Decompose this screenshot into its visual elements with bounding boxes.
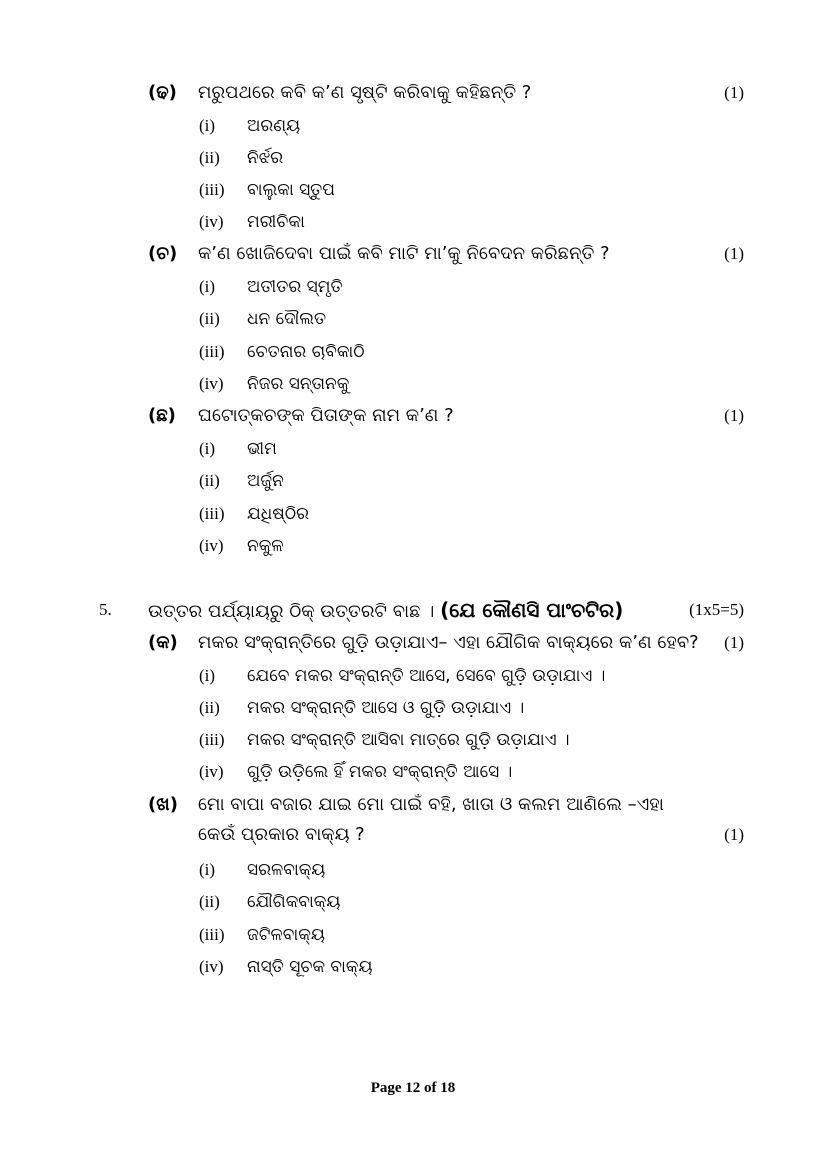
- question-text: ମକର ସଂକ୍ରାନ୍ତିରେ ଗୁଡ଼ି ଉଡ଼ାଯାଏ– ଏହା ଯୌଗିକ ବାକ୍ୟରେ କ’ଣ ହେବ?: [198, 632, 699, 653]
- option-text: ଜଟିଳବାକ୍ୟ: [247, 925, 325, 945]
- question-cha: [148, 401, 744, 431]
- option: [199, 757, 512, 787]
- question-marks: (1): [724, 633, 744, 652]
- section-instruction: [148, 595, 744, 627]
- option: [199, 304, 326, 334]
- option-text: ନକୁଳ: [247, 536, 284, 556]
- option: [199, 693, 524, 723]
- option-number: (ii): [199, 148, 220, 167]
- option-text: ଯେବେ ମକର ସଂକ୍ରାନ୍ତି ଆସେ, ସେବେ ଗୁଡ଼ି ଉଡ଼ାଯାଏ ।: [247, 666, 606, 686]
- option-number: (i): [199, 277, 216, 296]
- option-number: (iv): [199, 536, 224, 555]
- question-text: ମୋ ବାପା ବଜାର ଯାଇ ମୋ ପାଇଁ ବହି, ଖାତା ଓ କଲମ ଆଣିଲେ –ଏହା: [198, 794, 664, 815]
- instruction-text: ଉତ୍ତର ପର୍ଯ୍ୟାୟରୁ ଠିକ୍ ଉତ୍ତରଟି ବାଛ ।: [148, 601, 435, 622]
- option: [199, 175, 335, 205]
- section-marks: (1x5=5): [689, 600, 744, 619]
- page-footer: Page 12 of 18: [370, 1080, 456, 1096]
- question-ca: [148, 239, 744, 269]
- option: [199, 369, 349, 399]
- question-text: ମରୁପଥରେ କବି କ’ଣ ସୃଷ୍ଟି କରିବାକୁ କହିଛନ୍ତି ?: [198, 82, 532, 103]
- question-label: (ଢ): [148, 82, 177, 103]
- option-text: ମକର ସଂକ୍ରାନ୍ତି ଆସିବା ମାତ୍ରେ ଗୁଡ଼ି ଉଡ଼ାଯାଏ ।: [247, 730, 570, 750]
- option-text: ନାସ୍ତି ସୂଚକ ବାକ୍ୟ: [247, 957, 373, 977]
- option-number: (ii): [199, 892, 220, 911]
- option-text: ଚେତନାର ଚାବିକାଠି: [247, 342, 365, 362]
- option-text: ସରଳବାକ୍ୟ: [247, 860, 326, 880]
- option: [199, 499, 309, 529]
- option: [199, 272, 343, 302]
- option-number: (ii): [199, 471, 220, 490]
- option-text: ଭୀମ: [247, 439, 277, 459]
- question-text: କ’ଣ ଖୋଜିଦେବା ପାଇଁ କବି ମାଟି ମା’କୁ ନିବେଦନ କରିଛନ୍ତି ?: [198, 243, 610, 264]
- option-number: (ii): [199, 698, 220, 717]
- option: [199, 920, 325, 950]
- option-text: ମରୀଚିକା: [247, 212, 305, 232]
- option: [199, 952, 372, 982]
- option: [199, 466, 284, 496]
- option-number: (iv): [199, 957, 224, 976]
- option-number: (iii): [199, 342, 225, 361]
- option: [199, 143, 283, 173]
- option: [199, 855, 325, 885]
- question-label: (ଖ): [148, 794, 178, 815]
- question-gha: [148, 78, 744, 108]
- option: [199, 207, 305, 237]
- section-number: 5.: [99, 600, 112, 619]
- option-number: (iii): [199, 180, 225, 199]
- option-text: ମକର ସଂକ୍ରାନ୍ତି ଆସେ ଓ ଗୁଡ଼ି ଉଡ଼ାଯାଏ ।: [247, 698, 525, 718]
- option-number: (iii): [199, 730, 225, 749]
- question-marks: (1): [724, 244, 744, 263]
- option-number: (i): [199, 666, 216, 685]
- option-text: ଗୁଡ଼ି ଉଡ଼ିଲେ ହିଁ ମକର ସଂକ୍ରାନ୍ତି ଆସେ ।: [247, 762, 513, 782]
- option-number: (i): [199, 116, 216, 135]
- option-number: (i): [199, 439, 216, 458]
- option-text: ବାଲୁକା ସ୍ତୁପ: [247, 180, 336, 200]
- option-number: (iii): [199, 925, 225, 944]
- question-marks: (1): [724, 83, 744, 102]
- option-text: ଧନ ଦୌଲତ: [247, 309, 327, 329]
- option-text: ଯୌଗିକବାକ୍ୟ: [247, 892, 341, 912]
- question-label: (ଚ): [148, 243, 178, 264]
- question-text: ଘଟୋତ୍କଚଙ୍କ ପିତାଙ୍କ ନାମ କ’ଣ ?: [198, 405, 454, 426]
- option-text: ଅର୍ଜୁନ: [247, 471, 284, 491]
- question-label: (କ): [148, 632, 178, 653]
- option-number: (iii): [199, 504, 225, 523]
- option: [199, 434, 277, 464]
- option-text: ଅରଣ୍ୟ: [247, 116, 301, 136]
- question-marks: (1): [724, 406, 744, 425]
- option-text: ଅତୀତର ସ୍ମୃତି: [247, 277, 343, 297]
- option-text: ଯଧିଷ୍ଠିର: [247, 504, 310, 524]
- option-number: (ii): [199, 309, 220, 328]
- question-ka: [148, 628, 744, 658]
- option: [199, 725, 570, 755]
- option-number: (iv): [199, 762, 224, 781]
- question-label: (ଛ): [148, 405, 176, 426]
- option-text: ନିର୍ଝର: [247, 148, 284, 168]
- question-marks: (1): [724, 825, 744, 844]
- option: [199, 111, 300, 141]
- option: [199, 337, 365, 367]
- question-text-continued: କେଉଁ ପ୍ରକାର ବାକ୍ୟ ?: [198, 824, 365, 845]
- instruction-note: (ଯେ କୌଣସି ପାଂଚଟିର): [440, 598, 624, 622]
- option: [199, 661, 605, 691]
- option-number: (iv): [199, 212, 224, 231]
- option: [199, 887, 340, 917]
- option-number: (iv): [199, 374, 224, 393]
- option-number: (i): [199, 860, 216, 879]
- question-kha: [148, 790, 744, 850]
- option-text: ନିଜର ସନ୍ତାନକୁ: [247, 374, 350, 394]
- option: [199, 531, 284, 561]
